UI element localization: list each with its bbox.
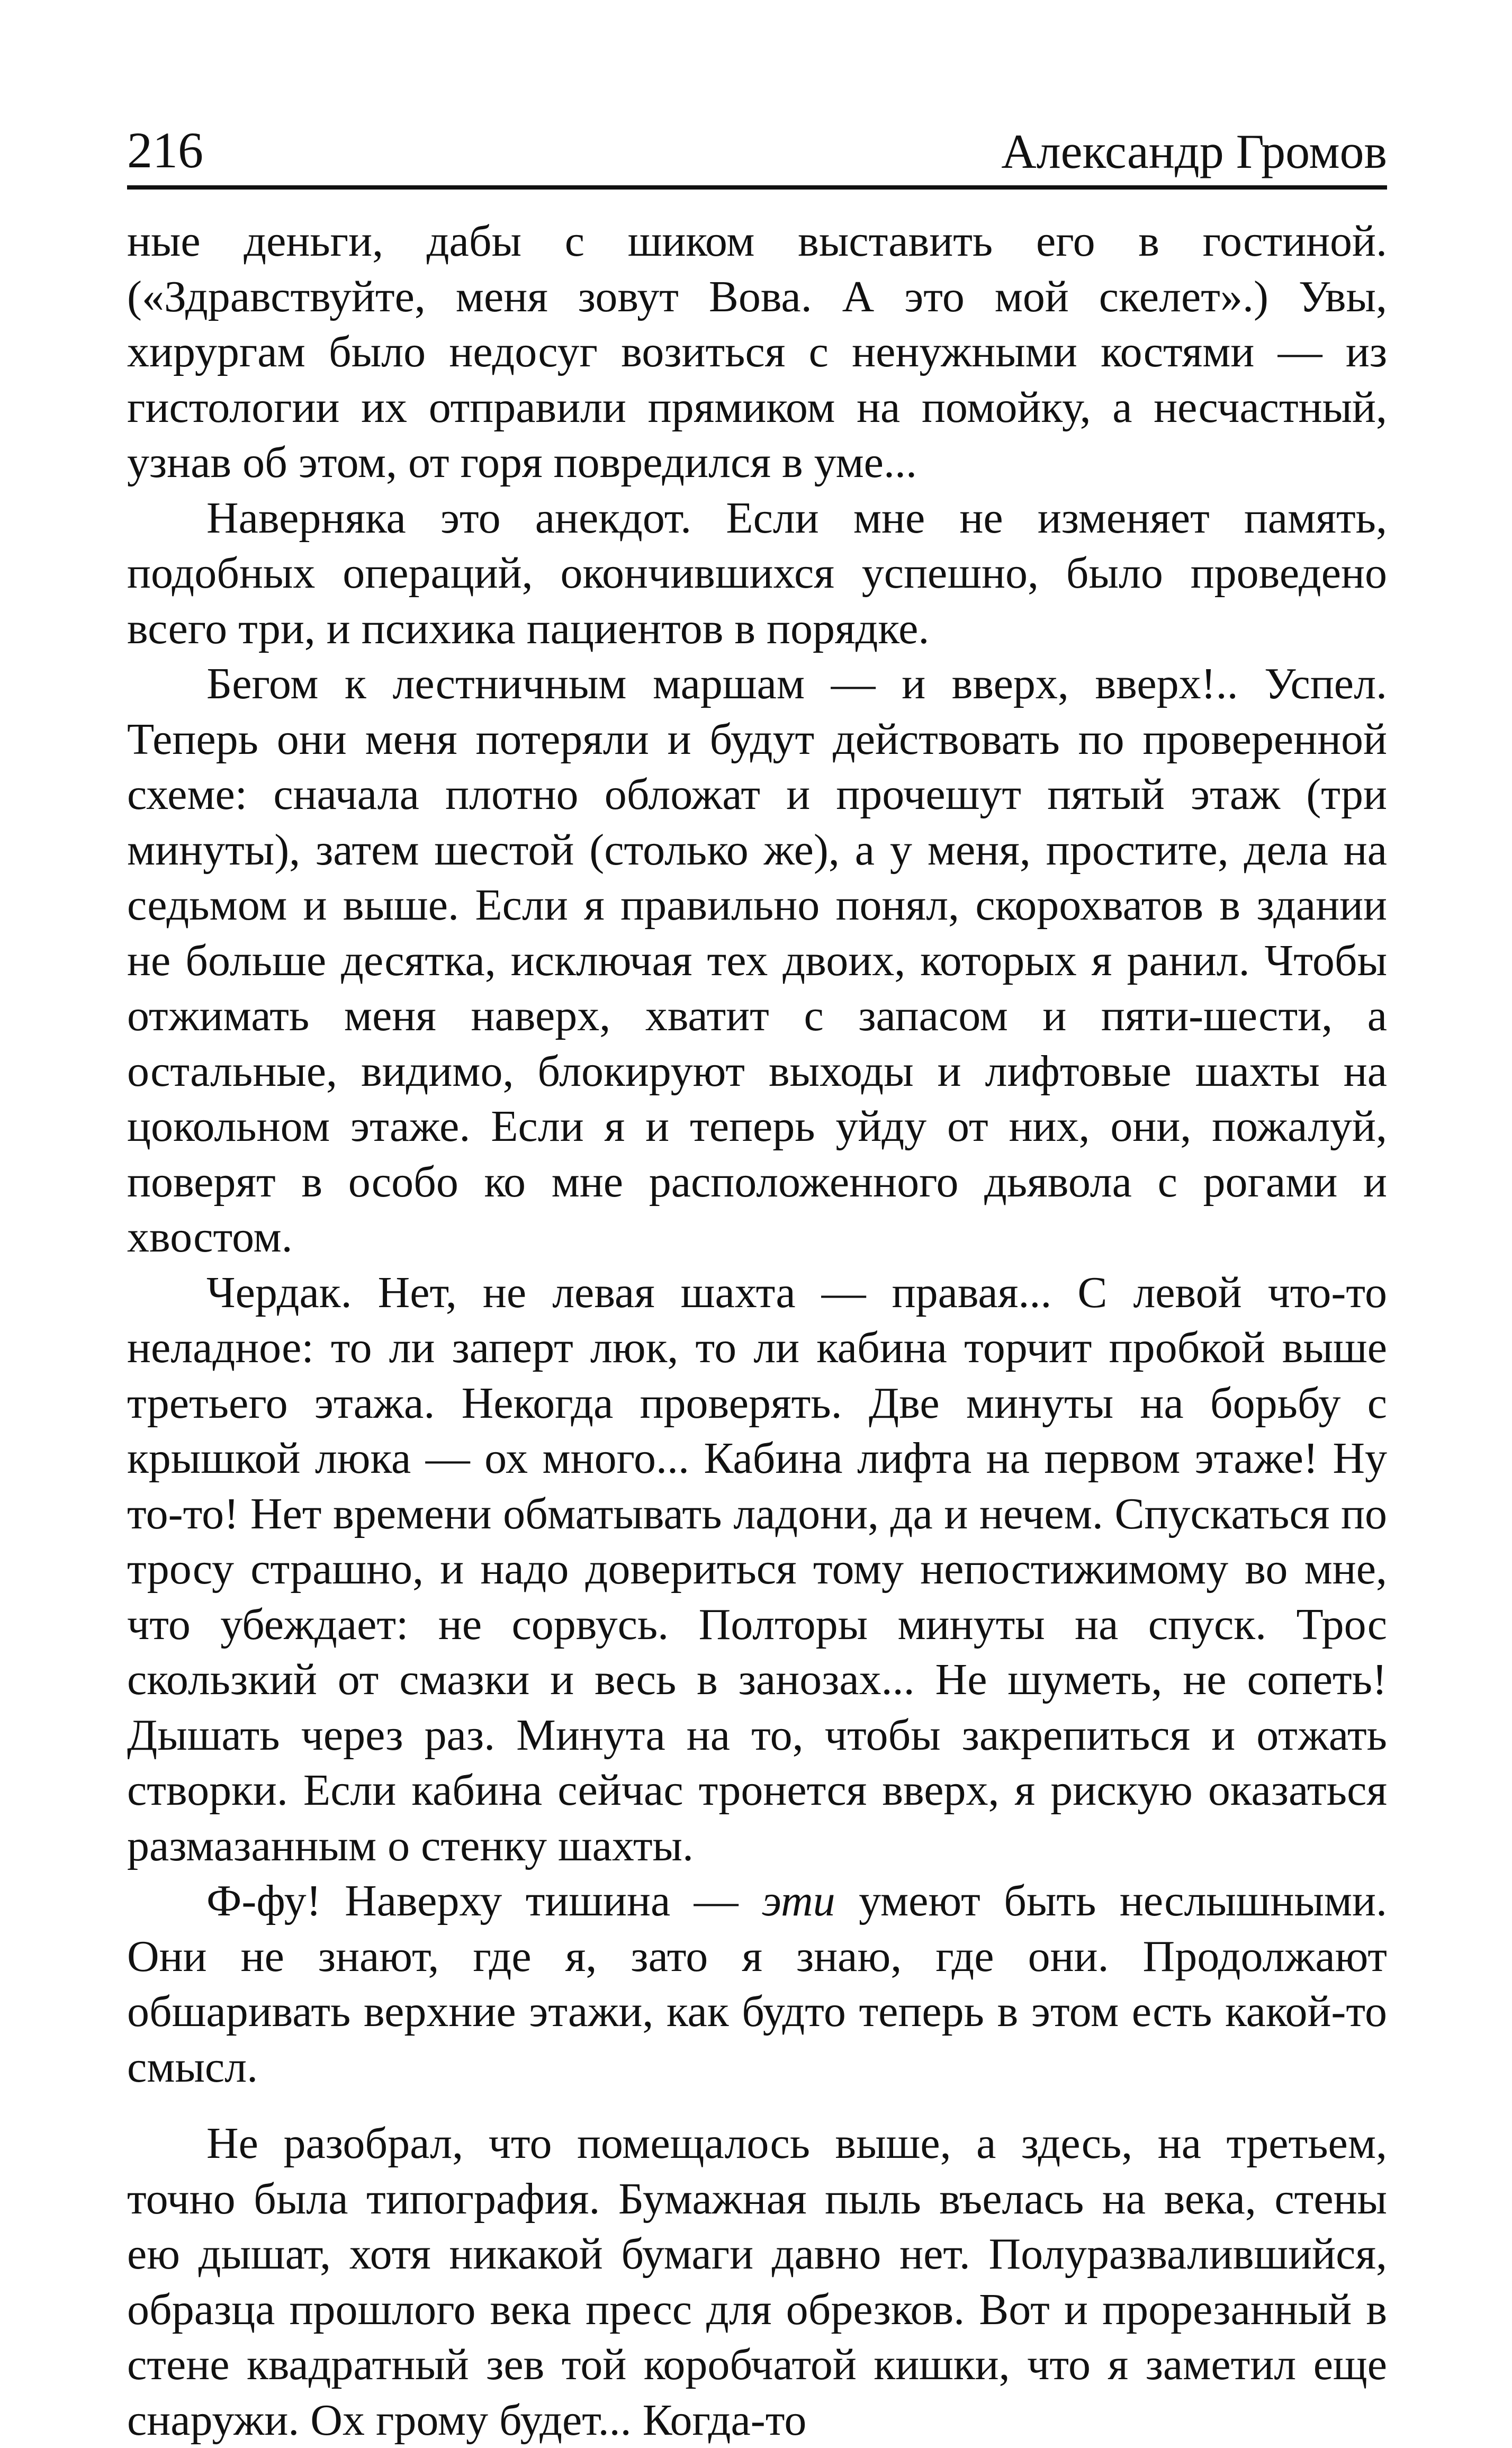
paragraph: Наверняка это анекдот. Если мне не изменяет память, подобных операций, окончившихся успешно, было проведено всего три, и психика пациентов в порядке. — [127, 493, 1387, 653]
running-title-author: Александр Громов — [1001, 124, 1387, 178]
paragraph-with-emphasis — [127, 1874, 1387, 2095]
paragraph: Чердак. Нет, не левая шахта — правая... С левой что-то неладное: то ли заперт люк, то ли кабина торчит пробкой выше третьего этажа. Некогда проверять. Две минуты на борьбу с крышкой люка — ох много... Кабина лифта на первом этаже! Ну то-то! Нет времени обматывать ладони, да и нечем. Спускаться по тросу страшно, и надо довериться тому непостижимому во мне, что убеждает: не сорвусь. Полторы минуты на спуск. Трос скользкий от смазки и весь в занозах... Не шуметь, не сопеть! Дышать через раз. Минута на то, чтобы закрепиться и отжать створки. Если кабина сейчас тронется вверх, я рискую оказаться размазанным о стенку шахты. — [127, 1267, 1387, 1870]
paragraph-text: Ф-фу! Наверху тишина — — [206, 1876, 762, 1925]
paragraph-text: умеют быть неслышными. Они не знают, где я, зато я знаю, где они. Продолжают обшаривать верхние этажи, как будто теперь в этом есть какой-то смысл. — [127, 1876, 1387, 2092]
emphasized-word: эти — [762, 1876, 835, 1925]
book-page — [127, 106, 1387, 2448]
paragraph: Бегом к лестничным маршам — и вверх, вверх!.. Успел. Теперь они меня потеряли и будут действовать по проверенной схеме: сначала плотно обложат и прочешут пятый этаж (три минуты), затем шестой (столько же), а у меня, простите, дела на седьмом и выше. Если я правильно понял, скорохватов в здании не больше десятка, исключая тех двоих, которых я ранил. Чтобы отжимать меня наверх, хватит с запасом и пяти-шести, а остальные, видимо, блокируют выходы и лифтовые шахты на цокольном этаже. Если я и теперь уйду от них, они, пожалуй, поверят в особо ко мне расположенного дьявола с рогами и хвостом. — [127, 659, 1387, 1262]
body-text — [127, 214, 1387, 2448]
running-head — [127, 106, 1387, 190]
paragraph: Не разобрал, что помещалось выше, а здесь, на третьем, точно была типография. Бумажная пыль въелась на века, стены ею дышат, хотя никакой бумаги давно нет. Полуразвалившийся, образца прошлого века пресс для обрезков. Вот и прорезанный в стене квадратный зев той коробчатой кишки, что я заметил еще снаружи. Ох грому будет... Когда-то — [127, 2119, 1387, 2445]
paragraph-continued: ные деньги, дабы с шиком выставить его в гостиной. («Здравствуйте, меня зовут Вова. А это мой скелет».) Увы, хирургам было недосуг возиться с ненужными костями — из гистологии их отправили прямиком на помойку, а несчастный, узнав об этом, от горя повредился в уме... — [127, 217, 1387, 487]
page-number: 216 — [127, 122, 203, 178]
